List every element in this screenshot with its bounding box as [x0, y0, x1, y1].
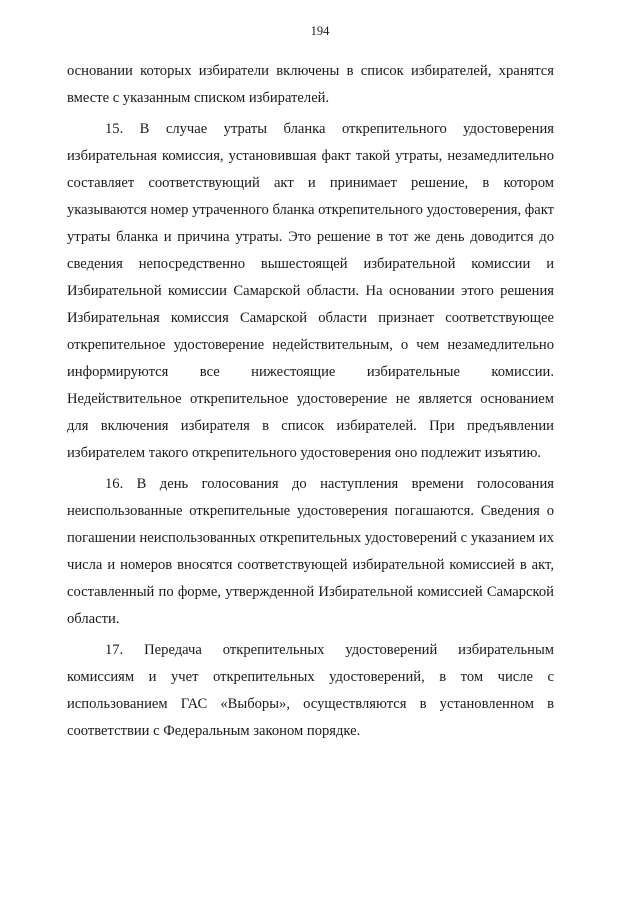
page-number: 194: [310, 24, 330, 38]
paragraph-17: 17. Передача открепительных удостоверений избирательным комиссиям и учет открепительных удостоверений, в том числе с использованием ГАС «Выборы», осуществляются в установленном в соответствии с Федеральным законом порядке.: [67, 642, 554, 739]
document-body: [67, 58, 554, 745]
paragraph-15: 15. В случае утраты бланка открепительного удостоверения избирательная комиссия, установившая факт такой утраты, незамедлительно составляет соответствующий акт и принимает решение, в котором указываются номер утраченного бланка открепительного удостоверения, факт утраты бланка и причина утраты. Это решение в тот же день доводится до сведения непосредственно вышестоящей избирательной комиссии и Избирательной комиссии Самарской области. На основании этого решения Избирательная комиссия Самарской области признает соответствующее открепительное удостоверение недействительным, о чем незамедлительно информируются все нижестоящие избирательные комиссии. Недействительное открепительное удостоверение не является основанием для включения избирателя в список избирателей. При предъявлении избирателем такого открепительного удостоверения оно подлежит изъятию.: [67, 121, 554, 461]
paragraph-16: 16. В день голосования до наступления времени голосования неиспользованные открепительные удостоверения погашаются. Сведения о погашении неиспользованных открепительных удостоверений с указанием их числа и номеров вносятся соответствующей избирательной комиссией в акт, составленный по форме, утвержденной Избирательной комиссией Самарской области.: [67, 476, 554, 627]
paragraph-continuation: основании которых избиратели включены в список избирателей, хранятся вместе с указанным списком избирателей.: [67, 63, 554, 106]
